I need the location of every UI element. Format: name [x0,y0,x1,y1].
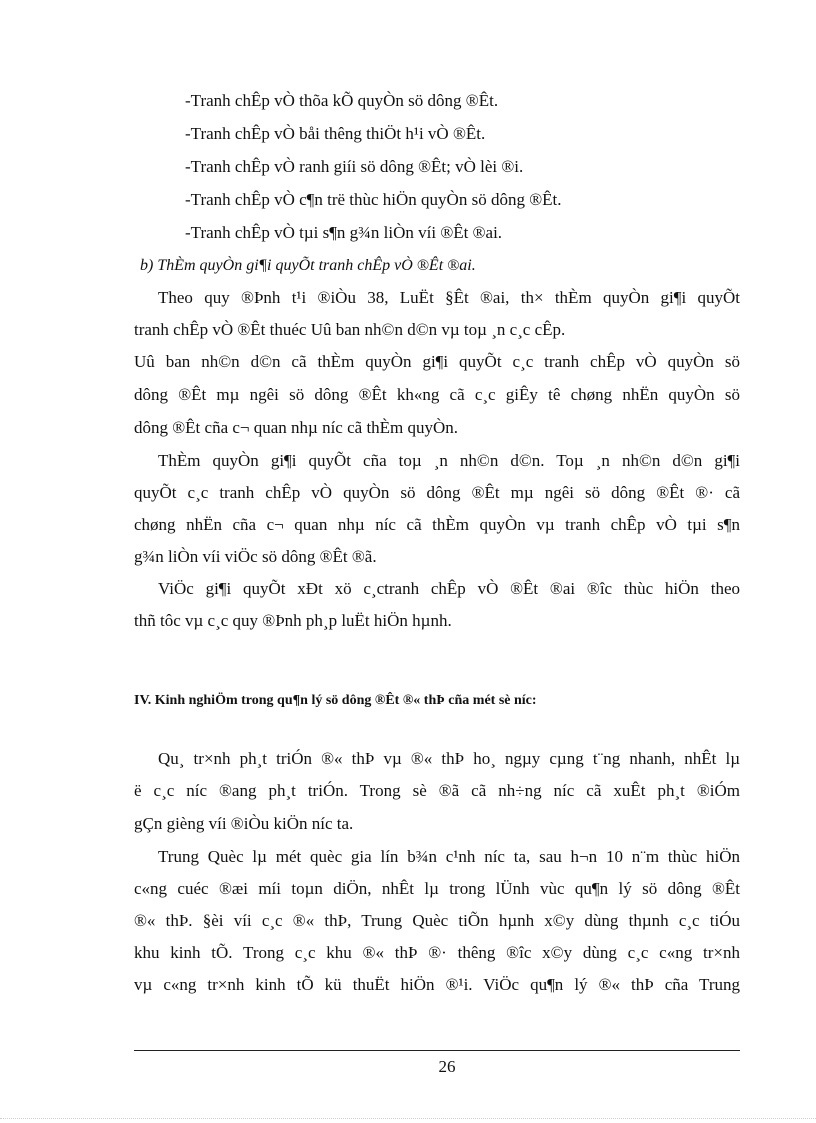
paragraph-line: c«ng cuéc ®æi míi toµn diÖn, nhÊt lµ trong lÜnh vùc qu¶n lý sö dông ®Êt [134,879,740,898]
paragraph-line: tranh chÊp vÒ ®Êt thuéc Uû ban nh©n d©n vµ toµ ¸n c¸c cÊp. [134,320,566,339]
paragraph-line: dông ®Êt mµ ngêi sö dông ®Êt kh«ng cã c¸c giÊy tê chøng nhËn quyÒn sö [134,385,740,404]
section-heading: b) ThÈm quyÒn gi¶i quyÕt tranh chÊp vÒ ®Êt ®ai. [140,257,476,274]
paragraph-line: ë c¸c níc ®ang ph¸t triÓn. Trong sè ®ã cã nh÷ng níc cã xuÊt ph¸t ®iÓm [134,781,740,800]
footer-divider [134,1050,740,1051]
paragraph-line: khu kinh tÕ. Trong c¸c khu ®« thÞ ®· thêng ®îc x©y dùng c¸c c«ng tr×nh [134,943,740,962]
bullet-item: -Tranh chÊp vÒ c¶n trë thùc hiÖn quyÒn sö dông ®Êt. [185,190,562,209]
paragraph-line: Uû ban nh©n d©n cã thÈm quyÒn gi¶i quyÕt c¸c tranh chÊp vÒ quyÒn sö [134,352,740,371]
paragraph-line: Theo quy ®Þnh t¹i ®iÒu 38, LuËt §Êt ®ai, th× thÈm quyÒn gi¶i quyÕt [158,288,740,307]
paragraph-line: ViÖc gi¶i quyÕt xÐt xö c¸ctranh chÊp vÒ ®Êt ®ai ®îc thùc hiÖn theo [158,579,740,598]
paragraph-line: Trung Quèc lµ mét quèc gia lín b¾n c¹nh níc ta, sau h¬n 10 n¨m thùc hiÖn [158,847,740,866]
paragraph-line: ®« thÞ. §èi víi c¸c ®« thÞ, Trung Quèc tiÕn hµnh x©y dùng thµnh c¸c tiÓu [134,911,740,930]
paragraph-line: dông ®Êt cña c¬ quan nhµ níc cã thÈm quyÒn. [134,418,459,437]
bullet-item: -Tranh chÊp vÒ tµi s¶n g¾n liÒn víi ®Êt ®ai. [185,223,503,242]
paragraph-line: quyÕt c¸c tranh chÊp vÒ quyÒn sö dông ®Êt mµ ngêi sö dông ®Êt ®· cã [134,483,740,502]
bullet-item: -Tranh chÊp vÒ ranh giíi sö dông ®Êt; vÒ lèi ®i. [185,157,524,176]
paragraph-line: gÇn gièng víi ®iÒu kiÖn níc ta. [134,814,354,833]
section-heading: IV. Kinh nghiÖm trong qu¶n lý sö dông ®Êt ®« thÞ cña mét sè níc: [134,693,537,708]
paragraph-line: g¾n liÒn víi viÖc sö dông ®Êt ®ã. [134,547,377,566]
page-number: 26 [438,1057,456,1076]
paragraph-line: vµ c«ng tr×nh kinh tÕ kü thuËt hiÖn ®¹i. ViÖc qu¶n lý ®« thÞ cña Trung [134,975,740,994]
paragraph-line: Qu¸ tr×nh ph¸t triÓn ®« thÞ vµ ®« thÞ ho¸ ngµy cµng t¨ng nhanh, nhÊt lµ [158,749,740,768]
page-edge-divider [0,1118,816,1119]
paragraph-line: chøng nhËn cña c¬ quan nhµ níc cã thÈm quyÒn vµ tranh chÊp vÒ tµi s¶n [134,515,740,534]
paragraph-line: thñ tôc vµ c¸c quy ®Þnh ph¸p luËt hiÖn hµnh. [134,611,452,630]
bullet-item: -Tranh chÊp vÒ båi thêng thiÖt h¹i vÒ ®Êt. [185,124,486,143]
paragraph-line: ThÈm quyÒn gi¶i quyÕt cña toµ ¸n nh©n d©n. Toµ ¸n nh©n d©n gi¶i [158,451,740,470]
bullet-item: -Tranh chÊp vÒ thõa kÕ quyÒn sö dông ®Êt. [185,91,499,110]
